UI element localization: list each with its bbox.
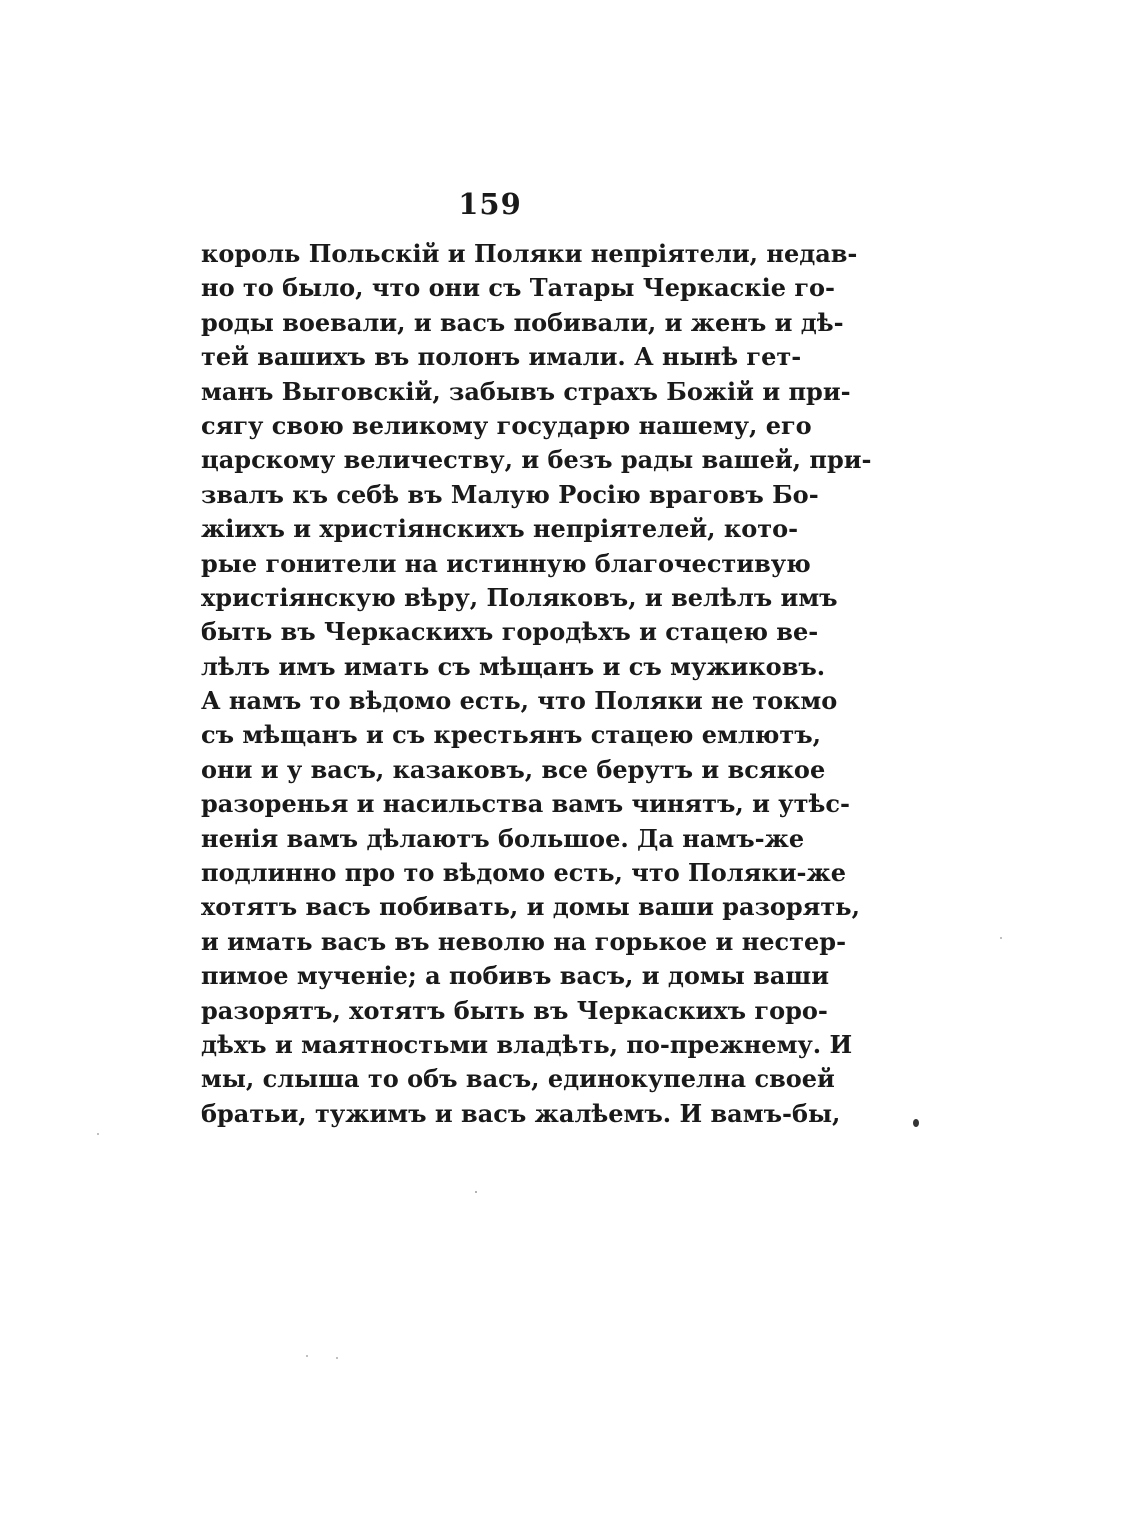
- text-line: роды воевали, и васъ побивали, и женъ и дѣ-: [201, 307, 844, 337]
- text-line: христіянскую вѣру, Поляковъ, и велѣлъ имъ: [201, 582, 838, 612]
- text-line: но то было, что они съ Татары Черкаскіе го-: [201, 273, 836, 303]
- text-line: братьи, тужимъ и васъ жалѣемъ. И вамъ-бы,: [201, 1098, 841, 1128]
- text-line: жіихъ и христіянскихъ непріятелей, кото-: [201, 514, 799, 544]
- text-line: и имать васъ въ неволю на горькое и нестер-: [201, 926, 847, 956]
- page-number: 159: [458, 187, 522, 221]
- text-line: разорятъ, хотятъ быть въ Черкаскихъ горо-: [201, 995, 828, 1025]
- scan-speck: [336, 1357, 338, 1359]
- scan-speck: [475, 1191, 477, 1193]
- text-line: быть въ Черкаскихъ городѣхъ и стацею ве-: [201, 617, 819, 647]
- text-line: съ мѣщанъ и съ крестьянъ стацею емлютъ,: [201, 720, 821, 750]
- scan-speck: [97, 1133, 99, 1135]
- scan-speck: [306, 1355, 308, 1357]
- scan-speck: [913, 1119, 919, 1127]
- text-line: рые гонители на истинную благочестивую: [201, 548, 811, 578]
- text-line: сягу свою великому государю нашему, его: [201, 410, 812, 440]
- text-line: лѣлъ имъ имать съ мѣщанъ и съ мужиковъ.: [201, 651, 826, 681]
- text-line: разоренья и насильства вамъ чинятъ, и утѣс-: [201, 789, 850, 819]
- text-line: А намъ то вѣдомо есть, что Поляки не токмо: [201, 686, 838, 716]
- text-line: подлинно про то вѣдомо есть, что Поляки-же: [201, 858, 846, 888]
- body-text: [201, 237, 872, 1131]
- text-line: дѣхъ и маятностьми владѣть, по-прежнему. И: [201, 1029, 853, 1059]
- text-line: пимое мученіе; а побивъ васъ, и домы ваши: [201, 961, 829, 991]
- text-line: мы, слыша то объ васъ, единокупелна своей: [201, 1064, 835, 1094]
- text-line: хотятъ васъ побивать, и домы ваши разорять,: [201, 892, 860, 922]
- text-line: король Польскій и Поляки непріятели, недав-: [201, 239, 858, 268]
- text-line: они и у васъ, казаковъ, все берутъ и всякое: [201, 754, 826, 784]
- scan-speck: [1000, 937, 1002, 939]
- text-line: ненія вамъ дѣлаютъ большое. Да намъ-же: [201, 823, 805, 853]
- text-line: тей вашихъ въ полонъ имали. А нынѣ гет-: [201, 342, 802, 372]
- text-line: царскому величеству, и безъ рады вашей, при-: [201, 445, 872, 475]
- text-line: звалъ къ себѣ въ Малую Росію враговъ Бо-: [201, 479, 819, 509]
- text-line: манъ Выговскій, забывъ страхъ Божій и при-: [201, 376, 851, 406]
